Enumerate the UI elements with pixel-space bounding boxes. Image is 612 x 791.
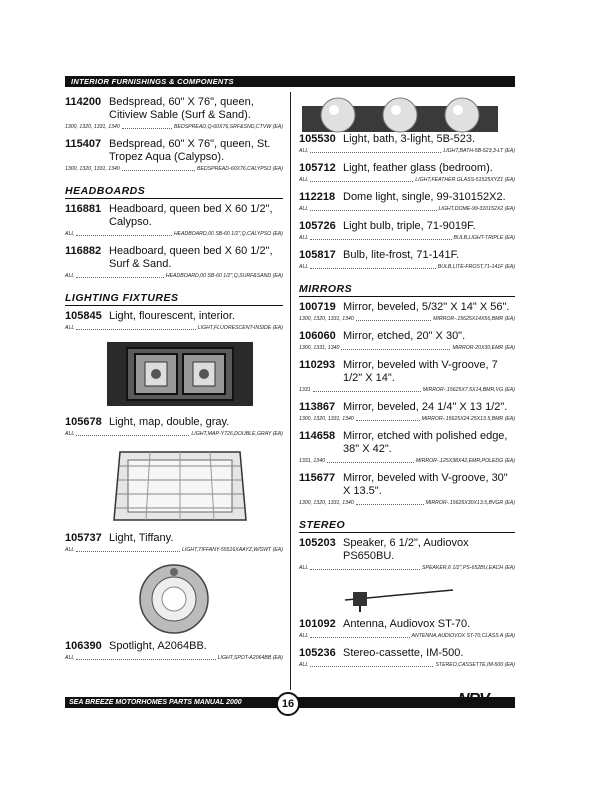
left-column bbox=[65, 96, 283, 662]
part-description: Mirror, beveled, 24 1/4" X 13 1/2". bbox=[343, 401, 508, 413]
part-code: LIGHT,TIFFANY-55516XAAYZ,W/SWT (EA) bbox=[182, 547, 283, 553]
part-code: MIRROR-.125X38X42,EMR,POLEDG (EA) bbox=[415, 458, 515, 464]
part-number: 115677 bbox=[299, 472, 336, 484]
part-code: MIRROR-.15625X7.5X14,BMR,VG (EA) bbox=[422, 387, 515, 393]
part-code: BEDSPREAD,Q-60X76,SRF&SND,CTVW (EA) bbox=[174, 124, 283, 130]
model-list: ALL bbox=[65, 431, 75, 437]
list-item bbox=[65, 532, 283, 554]
part-code: LIGHT,FEATHER GLASS-51525XYZ1 (EA) bbox=[415, 177, 515, 183]
list-item bbox=[65, 310, 283, 332]
model-list: ALL bbox=[65, 231, 75, 237]
part-code: MIRROR-.15625X24.25X13.5,BMR (EA) bbox=[421, 416, 515, 422]
logo-text: NRV bbox=[458, 691, 489, 708]
part-description: Light bulb, triple, 71-9019F. bbox=[343, 220, 476, 232]
model-list: 1300, 1320, 1331, 1340 bbox=[299, 416, 354, 422]
model-list: ALL bbox=[299, 148, 309, 154]
section-title-headboards: HEADBOARDS bbox=[65, 185, 283, 199]
list-item bbox=[299, 162, 515, 184]
part-code: BEDSPREAD-60X76,CALYPSO (EA) bbox=[196, 166, 283, 172]
part-number: 100719 bbox=[299, 301, 336, 313]
model-list: ALL bbox=[299, 565, 309, 571]
part-number: 105712 bbox=[299, 162, 336, 174]
list-item bbox=[65, 138, 283, 173]
part-description: Bedspread, 60" X 76", queen, St. Tropez Aqua (Calypso). bbox=[109, 138, 271, 163]
model-list: ALL bbox=[65, 325, 75, 331]
part-code: MIRROR-20X30,EMR (EA) bbox=[452, 345, 515, 351]
part-code: LIGHT,SPOT-A2064BB (EA) bbox=[217, 655, 283, 661]
list-item bbox=[299, 430, 515, 465]
list-item bbox=[65, 96, 283, 131]
part-description: Light, flourescent, interior. bbox=[109, 310, 235, 322]
part-number: 105236 bbox=[299, 647, 336, 659]
part-description: Spotlight, A2064BB. bbox=[109, 640, 207, 652]
model-list: ALL bbox=[65, 547, 75, 553]
part-code: SPEAKER,6 1/2",PS-652BU,EACH (EA) bbox=[422, 565, 515, 571]
list-item bbox=[299, 472, 515, 507]
part-description: Speaker, 6 1/2", Audiovox PS650BU. bbox=[343, 537, 469, 562]
list-item bbox=[299, 537, 515, 572]
part-number: 105845 bbox=[65, 310, 102, 322]
part-code: HEADBOARD,00 SB-60 1/2",Q,SURF&SAND (EA) bbox=[165, 273, 283, 279]
model-list: 1300, 1320, 1331, 1340 bbox=[65, 166, 120, 172]
part-description: Mirror, etched, 20" X 30". bbox=[343, 330, 466, 342]
antenna-image bbox=[339, 582, 459, 612]
part-number: 112218 bbox=[299, 191, 336, 203]
part-description: Light, Tiffany. bbox=[109, 532, 174, 544]
list-item bbox=[299, 401, 515, 423]
part-description: Stereo-cassette, IM-500. bbox=[343, 647, 464, 659]
part-description: Headboard, queen bed X 60 1/2", Surf & Sand. bbox=[109, 245, 273, 270]
part-code: HEADBOARD,00 SB-60 1/2",Q,CALYPSO (EA) bbox=[173, 231, 283, 237]
part-description: Headboard, queen bed X 60 1/2", Calypso. bbox=[109, 203, 273, 228]
section-title-stereo: STEREO bbox=[299, 519, 515, 533]
part-number: 106060 bbox=[299, 330, 336, 342]
list-item bbox=[299, 330, 515, 352]
model-list: 1300, 1331, 1340 bbox=[299, 345, 340, 351]
part-description: Antenna, Audiovox ST-70. bbox=[343, 618, 471, 630]
part-code: LIGHT,FLUORESCENT-INSIDE (EA) bbox=[197, 325, 283, 331]
part-number: 114200 bbox=[65, 96, 102, 108]
part-number: 105203 bbox=[299, 537, 336, 549]
part-number: 105737 bbox=[65, 532, 102, 544]
model-list: 1300, 1320, 1331, 1340 bbox=[299, 316, 354, 322]
model-list: ALL bbox=[299, 177, 309, 183]
part-number: 116882 bbox=[65, 245, 102, 257]
part-code: MIRROR-.15625X30X13.5,BVGR (EA) bbox=[425, 500, 515, 506]
part-number: 105530 bbox=[299, 133, 336, 145]
list-item bbox=[65, 203, 283, 238]
part-description: Dome light, single, 99-310152X2. bbox=[343, 191, 506, 203]
list-item bbox=[65, 640, 283, 662]
part-code: LIGHT,MAP-Y726,DOUBLE,GRAY (EA) bbox=[191, 431, 283, 437]
part-description: Light, bath, 3-light, 5B-523. bbox=[343, 133, 476, 145]
part-description: Bulb, lite-frost, 71-141F. bbox=[343, 249, 460, 261]
part-code: MIRROR-.15625X14X56,BMR (EA) bbox=[433, 316, 515, 322]
part-code: LIGHT,DOME-99-310152X2 (EA) bbox=[438, 206, 515, 212]
part-code: BULB,LITE-FROST,71-141F (EA) bbox=[437, 264, 515, 270]
part-code: BULB,LIGHT-TRIPLE (EA) bbox=[453, 235, 515, 241]
page-number: 16 bbox=[276, 692, 300, 716]
part-code: LIGHT,BATH-5B-523,3-LT (EA) bbox=[443, 148, 515, 154]
section-title-mirrors: MIRRORS bbox=[299, 283, 515, 297]
model-list: 1331, 1340 bbox=[299, 458, 325, 464]
part-description: Bedspread, 60" X 76", queen, Citiview Sable (Surf & Sand). bbox=[109, 96, 254, 121]
list-item bbox=[299, 220, 515, 242]
column-divider bbox=[290, 92, 291, 690]
part-number: 105817 bbox=[299, 249, 336, 261]
part-number: 110293 bbox=[299, 359, 336, 371]
part-number: 105678 bbox=[65, 416, 102, 428]
right-column bbox=[299, 133, 515, 669]
model-list: ALL bbox=[65, 273, 75, 279]
part-number: 106390 bbox=[65, 640, 102, 652]
part-number: 114658 bbox=[299, 430, 336, 442]
part-number: 113867 bbox=[299, 401, 336, 413]
model-list: ALL bbox=[299, 235, 309, 241]
part-description: Mirror, beveled with V-groove, 7 1/2" X 14". bbox=[343, 359, 498, 384]
tiffany-light-image bbox=[110, 446, 250, 528]
part-description: Mirror, etched with polished edge, 38" X 42". bbox=[343, 430, 508, 455]
spotlight-image bbox=[137, 562, 211, 636]
model-list: 1300, 1320, 1331, 1340 bbox=[65, 124, 120, 130]
list-item bbox=[299, 249, 515, 271]
part-number: 105726 bbox=[299, 220, 336, 232]
list-item bbox=[65, 245, 283, 280]
map-light-image bbox=[105, 340, 255, 408]
list-item bbox=[299, 301, 515, 323]
part-description: Mirror, beveled with V-groove, 30" X 13.5". bbox=[343, 472, 508, 497]
model-list: ALL bbox=[299, 662, 309, 668]
list-item bbox=[299, 618, 515, 640]
section-header-bar bbox=[65, 76, 515, 87]
list-item bbox=[299, 133, 515, 155]
list-item bbox=[299, 359, 515, 394]
part-description: Mirror, beveled, 5/32" X 14" X 56". bbox=[343, 301, 510, 313]
part-code: STEREO,CASSETTE,IM-500 (EA) bbox=[435, 662, 515, 668]
part-number: 101092 bbox=[299, 618, 336, 630]
list-item bbox=[299, 191, 515, 213]
part-description: Light, map, double, gray. bbox=[109, 416, 230, 428]
model-list: ALL bbox=[299, 264, 309, 270]
list-item bbox=[65, 416, 283, 438]
nrv-logo bbox=[450, 691, 520, 713]
model-list: ALL bbox=[299, 206, 309, 212]
model-list: 1331 bbox=[299, 387, 311, 393]
part-description: Light, feather glass (bedroom). bbox=[343, 162, 493, 174]
model-list: ALL bbox=[299, 633, 309, 639]
part-code: ANTENNA,AUDIOVOX ST-70,CLASS A (EA) bbox=[411, 633, 515, 639]
section-title-lighting: LIGHTING FIXTURES bbox=[65, 292, 283, 306]
model-list: 1300, 1320, 1331, 1340 bbox=[299, 500, 354, 506]
footer-manual-title: SEA BREEZE MOTORHOMES PARTS MANUAL 2000 bbox=[69, 699, 242, 706]
part-number: 116881 bbox=[65, 203, 102, 215]
section-header-title: INTERIOR FURNISHINGS & COMPONENTS bbox=[71, 77, 234, 86]
bath-light-image bbox=[300, 96, 500, 134]
list-item bbox=[299, 647, 515, 669]
part-number: 115407 bbox=[65, 138, 102, 150]
model-list: ALL bbox=[65, 655, 75, 661]
